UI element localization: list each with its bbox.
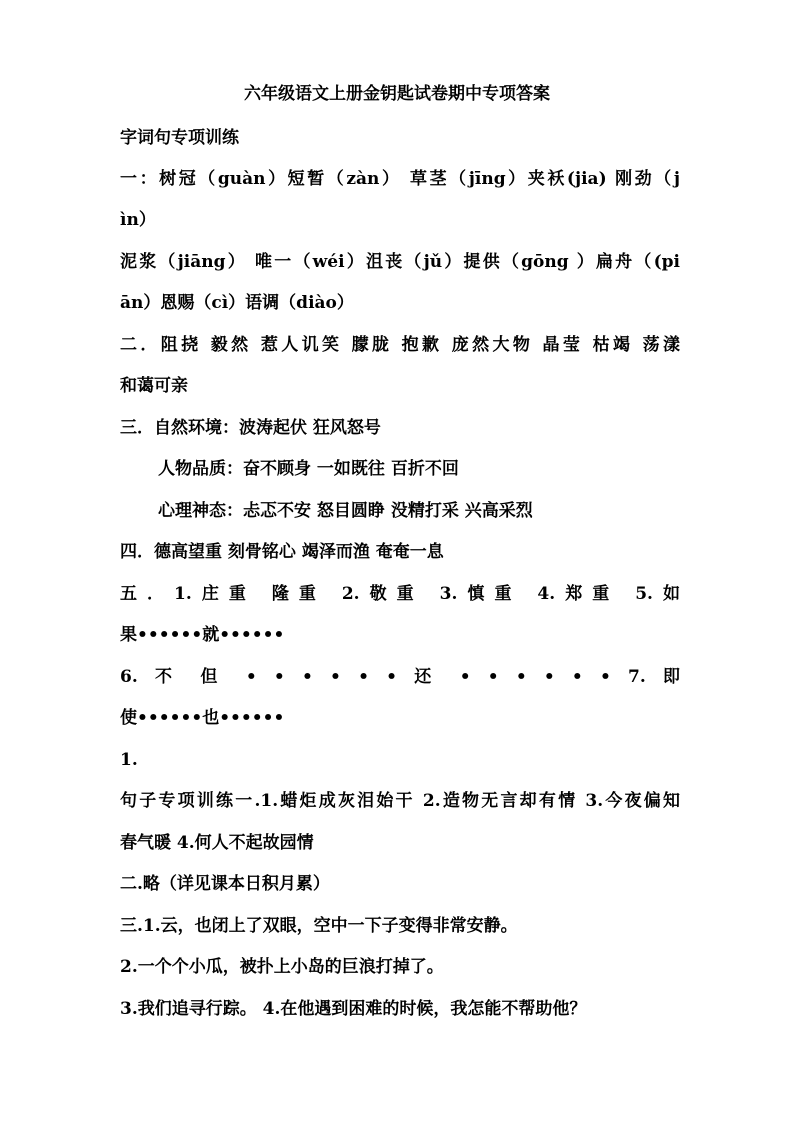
text-line: 2.一个个小瓜，被扑上小岛的巨浪打掉了。: [120, 957, 444, 977]
text-line: 二．阻挠 毅然 惹人讥笑 朦胧 抱歉 庞然大物 晶莹 枯竭 荡漾: [120, 335, 680, 355]
text-line: 1.: [120, 750, 138, 770]
text-line: ìn）: [120, 210, 156, 230]
text-line: 6. 不 但 • • • • • • 还 • • • • • • 7. 即: [120, 667, 680, 687]
text-line: 和蔼可亲: [120, 376, 188, 396]
text-line: 果••••••就••••••: [120, 625, 285, 645]
page-title: 六年级语文上册金钥匙试卷期中专项答案: [244, 84, 550, 104]
text-line: 二.略（详见课本日积月累）: [120, 874, 330, 894]
text-line: 五．1.庄重 隆重 2.敬重 3.慎重 4.郑重 5.如: [120, 584, 680, 604]
text-line: 使••••••也••••••: [120, 708, 285, 728]
text-line: 四．德高望重 刻骨铭心 竭泽而渔 奄奄一息: [120, 542, 444, 562]
text-line: 人物品质：奋不顾身 一如既往 百折不回: [158, 459, 459, 479]
text-line: ān）恩赐（cì）语调（diào）: [120, 293, 354, 313]
text-line: 心理神态：忐忑不安 怒目圆睁 没精打采 兴高采烈: [158, 501, 533, 521]
text-line: 春气暖 4.何人不起故园情: [120, 833, 314, 853]
section-heading-vocabulary: 字词句专项训练: [120, 128, 239, 148]
section-heading-sentences: 句子专项训练一.1.蜡炬成灰泪始干 2.造物无言却有情 3.今夜偏知: [120, 791, 680, 811]
text-line: 三.1.云，也闭上了双眼，空中一下子变得非常安静。: [120, 916, 518, 936]
text-line: 3.我们追寻行踪。 4.在他遇到困难的时候，我怎能不帮助他？: [120, 999, 587, 1019]
text-line: 一：树冠（guàn）短暂（zàn） 草茎（jīng）夹袄(jia) 刚劲（j: [120, 169, 680, 189]
text-line: 三．自然环境：波涛起伏 狂风怒号: [120, 418, 381, 438]
text-line: 泥浆（jiāng） 唯一（wéi）沮丧（jǔ）提供（gōng ）扁舟（(pi: [120, 252, 680, 272]
